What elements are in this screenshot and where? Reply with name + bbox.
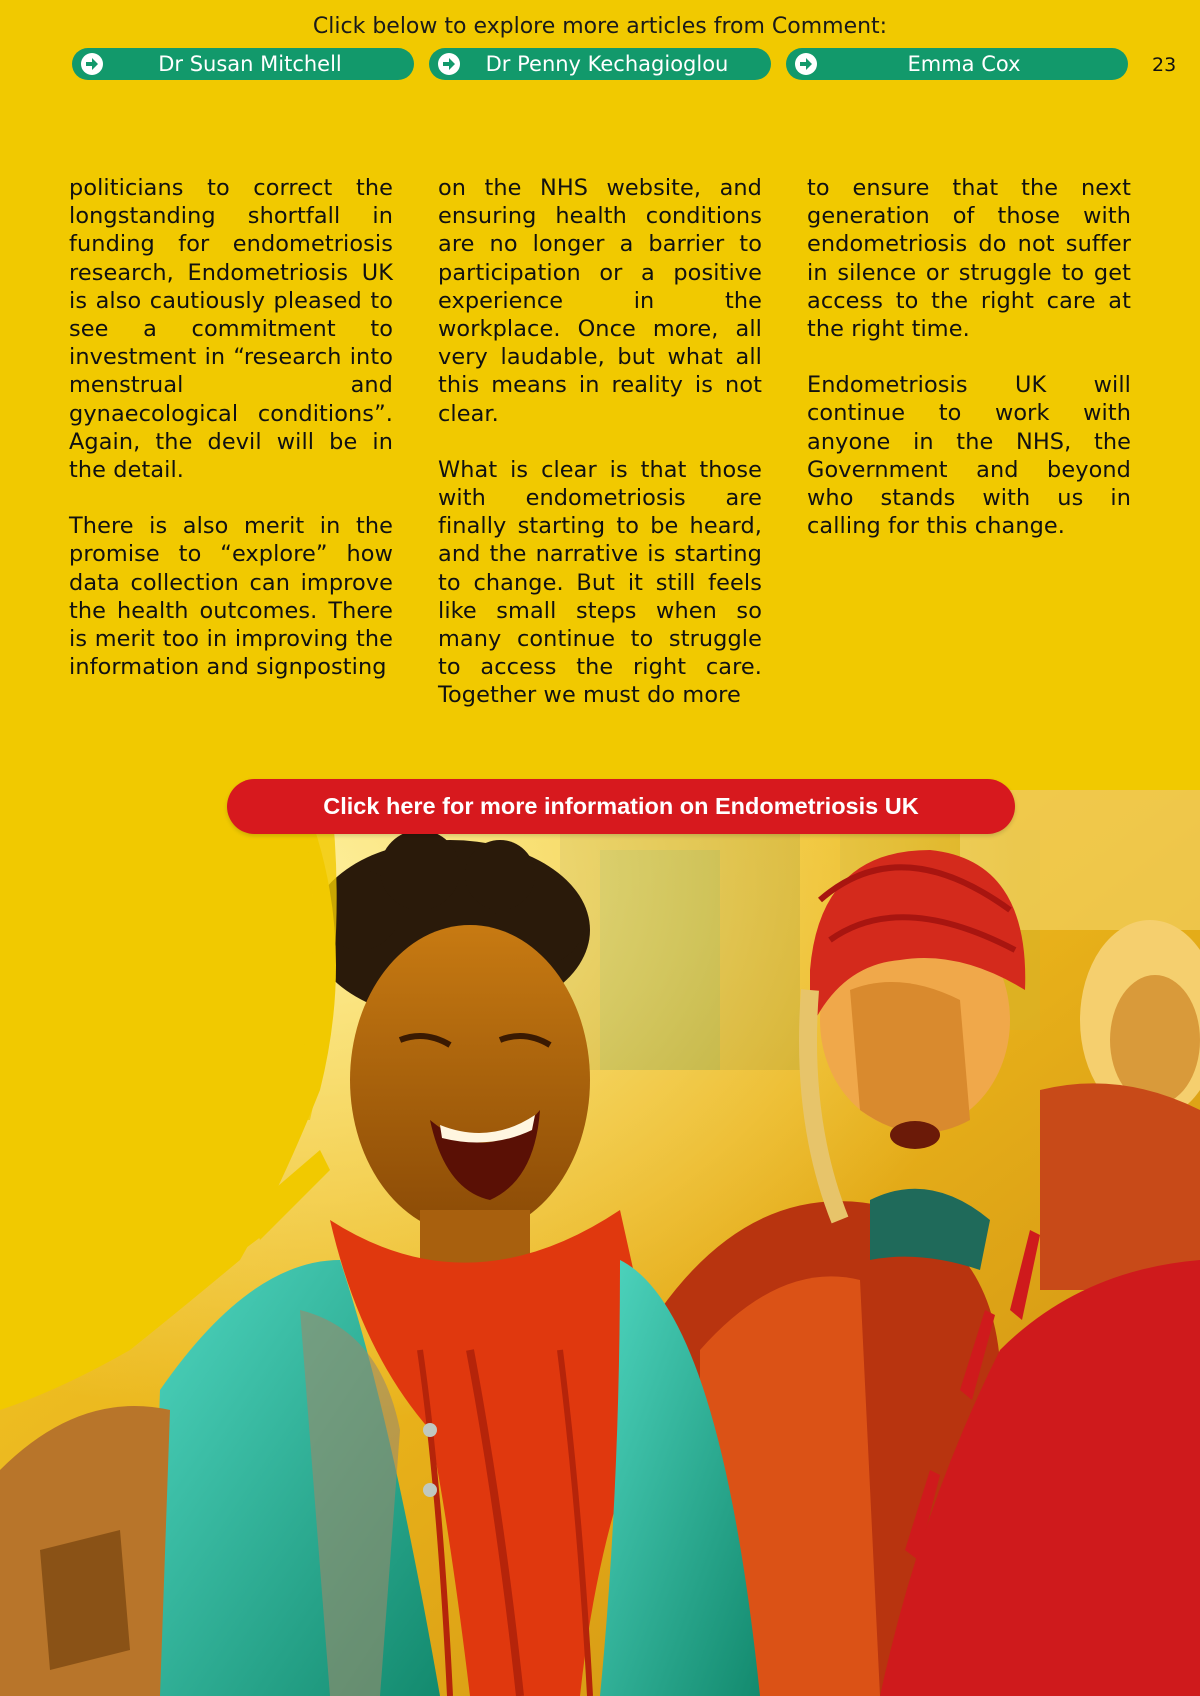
arrow-right-circle-icon xyxy=(437,52,461,76)
endometriosis-uk-info-button[interactable] xyxy=(227,779,1015,834)
photo-illustration xyxy=(0,790,1200,1696)
paragraph: to ensure that the next generation of those with endometriosis do not suffer in silence or struggle to get access to the right care at the right time. xyxy=(807,175,1131,343)
arrow-right-circle-icon xyxy=(794,52,818,76)
nav-link-penny-kechagioglou[interactable] xyxy=(429,48,771,80)
paragraph: on the NHS website, and ensuring health conditions are no longer a barrier to participation or a positive experience in the workplace. Once more, all very laudable, but what all this means in reality is not clear. xyxy=(438,175,762,427)
hero-photo xyxy=(0,790,1200,1696)
nav-link-emma-cox[interactable] xyxy=(786,48,1128,80)
nav-link-label: Dr Susan Mitchell xyxy=(158,52,342,76)
nav-link-susan-mitchell[interactable] xyxy=(72,48,414,80)
article-column-2 xyxy=(438,174,762,710)
article-column-1 xyxy=(69,174,393,710)
article-body xyxy=(69,174,1131,710)
article-nav xyxy=(72,48,1128,80)
nav-link-label: Emma Cox xyxy=(907,52,1021,76)
paragraph: There is also merit in the promise to “explore” how data collection can improve the health outcomes. There is merit too in improving the information and signposting xyxy=(69,513,393,681)
page-number: 23 xyxy=(1152,54,1177,76)
paragraph: Endometriosis UK will continue to work with anyone in the NHS, the Government and beyond who stands with us in calling for this change. xyxy=(807,372,1131,540)
arrow-right-circle-icon xyxy=(80,52,104,76)
paragraph: politicians to correct the longstanding shortfall in funding for endometriosis research, Endometriosis UK is also cautiously pleased to see a commitment to investment in “research into menstrual and gynaecological conditions”. Again, the devil will be in the detail. xyxy=(69,175,393,484)
nav-link-label: Dr Penny Kechagioglou xyxy=(485,52,729,76)
nav-caption: Click below to explore more articles from Comment: xyxy=(312,14,888,39)
cta-label: Click here for more information on Endometriosis UK xyxy=(323,793,919,819)
paragraph: What is clear is that those with endometriosis are finally starting to be heard, and the narrative is starting to change. But it still feels like small steps when so many continue to struggle to access the right care. Together we must do more xyxy=(438,456,762,709)
article-column-3 xyxy=(807,174,1131,710)
